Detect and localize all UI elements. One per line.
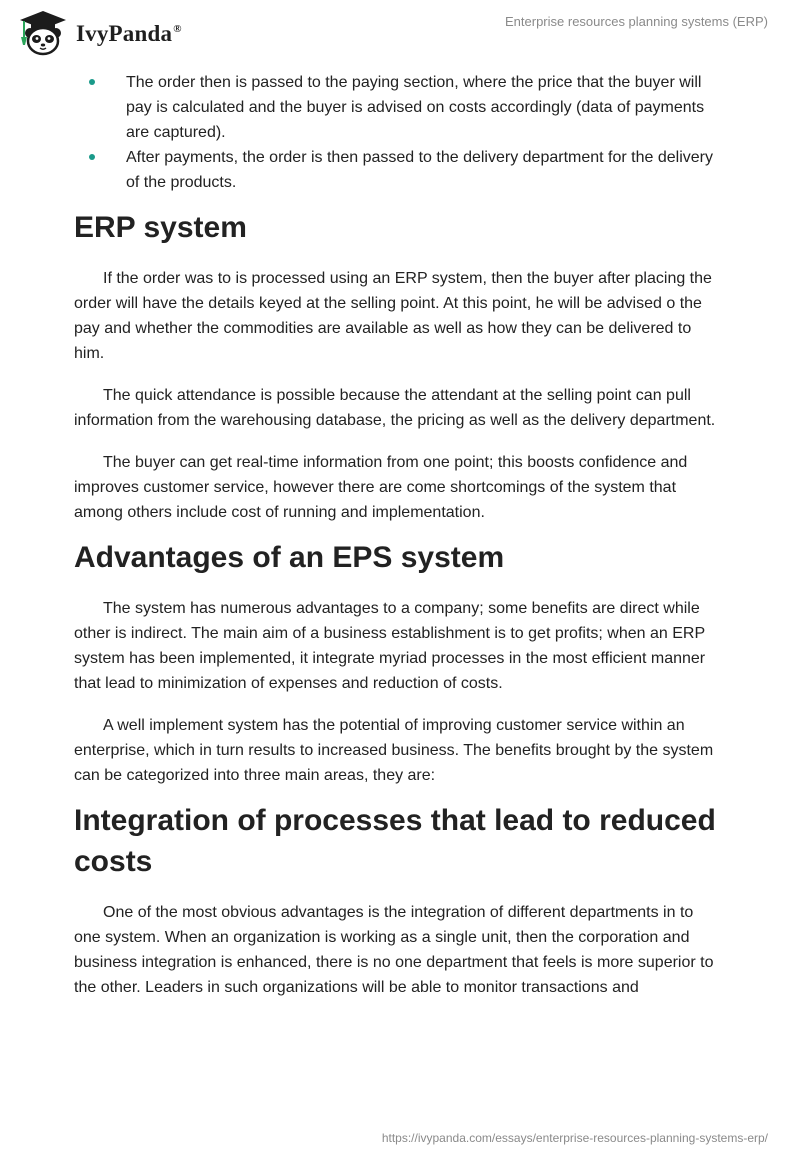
- source-url[interactable]: https://ivypanda.com/essays/enterprise-resources-planning-systems-erp/: [381, 1131, 768, 1145]
- paragraph: The quick attendance is possible because the attendant at the selling point can pull information from the warehousing database, the pricing as well as the delivery department.: [74, 387, 716, 429]
- brand-name: IvyPanda®: [76, 21, 182, 46]
- essay-body: [74, 70, 724, 1000]
- paragraph: A well implement system has the potential of improving customer service within an enterprise, which in turn results to increased business. The benefits brought by the system can be categorized into three main areas, they are:: [74, 717, 714, 784]
- paragraph: The buyer can get real-time information from one point; this boosts confidence and improves customer service, however there are come shortcomings of the system that among others include cost of running and implementation.: [74, 454, 688, 521]
- list-item: [74, 145, 724, 195]
- document-title: Enterprise resources planning systems (ERP): [505, 14, 768, 29]
- paragraph: If the order was to is processed using an ERP system, then the buyer after placing the order will have the details keyed at the selling point. At this point, he will be advised o the pay and whether the commodities are available as well as how they can be delivered to him.: [74, 270, 712, 362]
- bullet-list: [74, 70, 724, 195]
- section-heading: ERP system: [74, 211, 247, 244]
- paragraph: The system has numerous advantages to a company; some benefits are direct while other is indirect. The main aim of a business establishment is to get profits; when an ERP system has been implemented, it integrate myriad processes in the most efficient manner that lead to minimization of expenses and reduction of costs.: [74, 600, 706, 692]
- panda-graduate-icon: [14, 9, 72, 57]
- section-heading: Integration of processes that lead to reduced costs: [74, 804, 716, 878]
- section-heading: Advantages of an EPS system: [74, 541, 505, 574]
- list-item: [74, 70, 724, 145]
- list-item-text: The order then is passed to the paying section, where the price that the buyer will pay is calculated and the buyer is advised on costs accordingly (data of payments are captured).: [126, 74, 705, 141]
- bullet-icon: [89, 154, 95, 160]
- ivypanda-logo[interactable]: [14, 9, 182, 57]
- list-item-text: After payments, the order is then passed to the delivery department for the delivery of the products.: [126, 149, 713, 191]
- page-header: [0, 0, 800, 60]
- paragraph: One of the most obvious advantages is the integration of different departments in to one system. When an organization is working as a single unit, then the corporation and business integration is enhanced, there is no one department that feels is more superior to the other. Leaders in such organizations will be able to monitor transactions and: [74, 904, 714, 996]
- bullet-icon: [89, 79, 95, 85]
